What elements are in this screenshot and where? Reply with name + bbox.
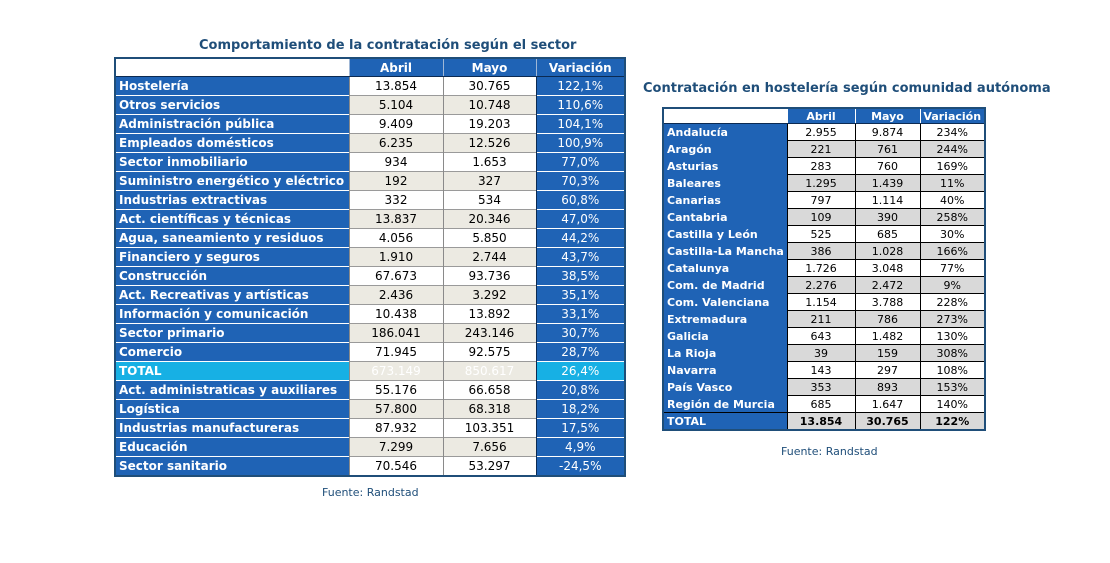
cell-abril: 1.726 [787, 260, 855, 277]
cell-variacion: 77,0% [536, 153, 625, 172]
table-row [115, 210, 625, 229]
row-label: Educación [115, 438, 349, 457]
sector-table-source: Fuente: Randstad [322, 486, 419, 499]
cell-mayo: 3.788 [855, 294, 920, 311]
cell-abril: 71.945 [349, 343, 443, 362]
cell-abril: 186.041 [349, 324, 443, 343]
header-abril: Abril [349, 58, 443, 77]
cell-variacion: 43,7% [536, 248, 625, 267]
cell-mayo: 53.297 [443, 457, 536, 477]
sector-table [114, 57, 626, 477]
cell-mayo: 66.658 [443, 381, 536, 400]
row-label: Andalucía [663, 124, 787, 141]
cell-mayo: 534 [443, 191, 536, 210]
row-label: Castilla y León [663, 226, 787, 243]
cell-abril: 87.932 [349, 419, 443, 438]
cell-variacion: 20,8% [536, 381, 625, 400]
cell-abril: 1.295 [787, 175, 855, 192]
table-row [663, 243, 985, 260]
table-row [663, 158, 985, 175]
row-label: Construcción [115, 267, 349, 286]
row-label: Galicia [663, 328, 787, 345]
cell-abril: 192 [349, 172, 443, 191]
row-label: Baleares [663, 175, 787, 192]
cell-abril: 70.546 [349, 457, 443, 477]
cell-mayo: 1.653 [443, 153, 536, 172]
cell-abril: 143 [787, 362, 855, 379]
community-table-header [663, 108, 985, 124]
row-label: Financiero y seguros [115, 248, 349, 267]
cell-mayo: 1.439 [855, 175, 920, 192]
cell-variacion: 140% [920, 396, 985, 413]
row-label: Industrias extractivas [115, 191, 349, 210]
table-row [115, 286, 625, 305]
cell-mayo: 297 [855, 362, 920, 379]
table-row [663, 294, 985, 311]
cell-abril: 2.436 [349, 286, 443, 305]
cell-mayo: 93.736 [443, 267, 536, 286]
cell-mayo: 760 [855, 158, 920, 175]
cell-variacion: 110,6% [536, 96, 625, 115]
cell-mayo: 3.292 [443, 286, 536, 305]
total-row [663, 413, 985, 431]
cell-mayo: 786 [855, 311, 920, 328]
community-table [662, 107, 986, 431]
row-label: Sector inmobiliario [115, 153, 349, 172]
table-row [115, 419, 625, 438]
cell-variacion: 122% [920, 413, 985, 431]
cell-variacion: 17,5% [536, 419, 625, 438]
cell-abril: 934 [349, 153, 443, 172]
cell-abril: 685 [787, 396, 855, 413]
cell-abril: 525 [787, 226, 855, 243]
table-row [663, 396, 985, 413]
table-row [115, 305, 625, 324]
row-label: Administración pública [115, 115, 349, 134]
cell-mayo: 327 [443, 172, 536, 191]
row-label: País Vasco [663, 379, 787, 396]
header-blank [663, 108, 787, 124]
cell-mayo: 761 [855, 141, 920, 158]
cell-mayo: 30.765 [443, 77, 536, 96]
table-row [663, 192, 985, 209]
table-row [663, 141, 985, 158]
cell-abril: 283 [787, 158, 855, 175]
cell-variacion: 273% [920, 311, 985, 328]
row-label: Suministro energético y eléctrico [115, 172, 349, 191]
cell-abril: 9.409 [349, 115, 443, 134]
cell-variacion: 244% [920, 141, 985, 158]
cell-mayo: 685 [855, 226, 920, 243]
cell-mayo: 1.028 [855, 243, 920, 260]
table-row [115, 172, 625, 191]
cell-mayo: 19.203 [443, 115, 536, 134]
cell-mayo: 2.472 [855, 277, 920, 294]
row-label: TOTAL [115, 362, 349, 381]
cell-variacion: 70,3% [536, 172, 625, 191]
table-row [115, 400, 625, 419]
header-mayo: Mayo [855, 108, 920, 124]
cell-abril: 6.235 [349, 134, 443, 153]
cell-mayo: 1.114 [855, 192, 920, 209]
cell-abril: 39 [787, 345, 855, 362]
cell-variacion: 122,1% [536, 77, 625, 96]
row-label: Sector primario [115, 324, 349, 343]
cell-abril: 13.854 [349, 77, 443, 96]
cell-variacion: 33,1% [536, 305, 625, 324]
row-label: TOTAL [663, 413, 787, 431]
table-row [663, 277, 985, 294]
table-row [115, 96, 625, 115]
table-row [115, 153, 625, 172]
table-row [115, 438, 625, 457]
cell-mayo: 390 [855, 209, 920, 226]
cell-mayo: 7.656 [443, 438, 536, 457]
cell-variacion: 234% [920, 124, 985, 141]
cell-mayo: 1.647 [855, 396, 920, 413]
header-mayo: Mayo [443, 58, 536, 77]
table-row [115, 343, 625, 362]
table-row [663, 175, 985, 192]
header-variacion: Variación [536, 58, 625, 77]
row-label: Información y comunicación [115, 305, 349, 324]
cell-variacion: 77% [920, 260, 985, 277]
cell-abril: 4.056 [349, 229, 443, 248]
header-blank [115, 58, 349, 77]
cell-abril: 1.910 [349, 248, 443, 267]
cell-mayo: 13.892 [443, 305, 536, 324]
cell-abril: 1.154 [787, 294, 855, 311]
row-label: Extremadura [663, 311, 787, 328]
row-label: Industrias manufactureras [115, 419, 349, 438]
table-row [663, 260, 985, 277]
table-row [115, 248, 625, 267]
total-row [115, 362, 625, 381]
cell-variacion: 38,5% [536, 267, 625, 286]
table-row [115, 267, 625, 286]
cell-abril: 211 [787, 311, 855, 328]
cell-variacion: 28,7% [536, 343, 625, 362]
row-label: Comercio [115, 343, 349, 362]
table-row [115, 115, 625, 134]
table-row [115, 191, 625, 210]
row-label: Asturias [663, 158, 787, 175]
cell-mayo: 103.351 [443, 419, 536, 438]
cell-abril: 10.438 [349, 305, 443, 324]
table-row [663, 311, 985, 328]
row-label: Otros servicios [115, 96, 349, 115]
cell-variacion: 11% [920, 175, 985, 192]
row-label: Com. Valenciana [663, 294, 787, 311]
cell-mayo: 893 [855, 379, 920, 396]
row-label: La Rioja [663, 345, 787, 362]
cell-variacion: 30,7% [536, 324, 625, 343]
table-row [115, 77, 625, 96]
row-label: Catalunya [663, 260, 787, 277]
cell-variacion: 9% [920, 277, 985, 294]
cell-variacion: 108% [920, 362, 985, 379]
cell-abril: 797 [787, 192, 855, 209]
row-label: Agua, saneamiento y residuos [115, 229, 349, 248]
cell-abril: 13.854 [787, 413, 855, 431]
cell-variacion: 166% [920, 243, 985, 260]
cell-mayo: 850.617 [443, 362, 536, 381]
cell-mayo: 3.048 [855, 260, 920, 277]
cell-variacion: 35,1% [536, 286, 625, 305]
cell-mayo: 68.318 [443, 400, 536, 419]
cell-abril: 57.800 [349, 400, 443, 419]
cell-variacion: 153% [920, 379, 985, 396]
cell-abril: 67.673 [349, 267, 443, 286]
cell-abril: 332 [349, 191, 443, 210]
row-label: Logística [115, 400, 349, 419]
row-label: Canarias [663, 192, 787, 209]
cell-abril: 673.149 [349, 362, 443, 381]
table-row [663, 379, 985, 396]
table-row [115, 324, 625, 343]
row-label: Región de Murcia [663, 396, 787, 413]
community-table-title: Contratación en hostelería según comunidad autónoma [643, 81, 1051, 96]
cell-variacion: 30% [920, 226, 985, 243]
cell-variacion: 169% [920, 158, 985, 175]
cell-abril: 221 [787, 141, 855, 158]
cell-variacion: 44,2% [536, 229, 625, 248]
cell-variacion: 47,0% [536, 210, 625, 229]
cell-variacion: 308% [920, 345, 985, 362]
sector-table-header [115, 58, 625, 77]
row-label: Cantabria [663, 209, 787, 226]
cell-mayo: 2.744 [443, 248, 536, 267]
row-label: Act. científicas y técnicas [115, 210, 349, 229]
cell-variacion: 26,4% [536, 362, 625, 381]
sector-table-title: Comportamiento de la contratación según el sector [199, 38, 577, 53]
cell-mayo: 92.575 [443, 343, 536, 362]
row-label: Act. Recreativas y artísticas [115, 286, 349, 305]
cell-abril: 5.104 [349, 96, 443, 115]
cell-abril: 13.837 [349, 210, 443, 229]
community-table-source: Fuente: Randstad [781, 445, 878, 458]
cell-variacion: 258% [920, 209, 985, 226]
cell-mayo: 30.765 [855, 413, 920, 431]
row-label: Aragón [663, 141, 787, 158]
cell-abril: 2.955 [787, 124, 855, 141]
cell-variacion: 130% [920, 328, 985, 345]
cell-variacion: 104,1% [536, 115, 625, 134]
cell-abril: 643 [787, 328, 855, 345]
table-row [115, 457, 625, 477]
table-row [663, 124, 985, 141]
cell-variacion: 4,9% [536, 438, 625, 457]
cell-mayo: 20.346 [443, 210, 536, 229]
header-variacion: Variación [920, 108, 985, 124]
cell-variacion: 40% [920, 192, 985, 209]
cell-mayo: 9.874 [855, 124, 920, 141]
cell-variacion: -24,5% [536, 457, 625, 477]
table-row [115, 134, 625, 153]
cell-mayo: 159 [855, 345, 920, 362]
cell-mayo: 5.850 [443, 229, 536, 248]
table-row [663, 226, 985, 243]
cell-abril: 2.276 [787, 277, 855, 294]
cell-variacion: 60,8% [536, 191, 625, 210]
cell-variacion: 228% [920, 294, 985, 311]
row-label: Empleados domésticos [115, 134, 349, 153]
cell-mayo: 10.748 [443, 96, 536, 115]
table-row [663, 328, 985, 345]
table-row [115, 381, 625, 400]
row-label: Castilla-La Mancha [663, 243, 787, 260]
row-label: Navarra [663, 362, 787, 379]
row-label: Act. administraticas y auxiliares [115, 381, 349, 400]
cell-abril: 353 [787, 379, 855, 396]
row-label: Com. de Madrid [663, 277, 787, 294]
cell-variacion: 100,9% [536, 134, 625, 153]
table-row [663, 209, 985, 226]
cell-mayo: 12.526 [443, 134, 536, 153]
cell-mayo: 1.482 [855, 328, 920, 345]
cell-abril: 386 [787, 243, 855, 260]
table-row [663, 345, 985, 362]
row-label: Hostelería [115, 77, 349, 96]
cell-mayo: 243.146 [443, 324, 536, 343]
cell-abril: 7.299 [349, 438, 443, 457]
cell-abril: 109 [787, 209, 855, 226]
cell-abril: 55.176 [349, 381, 443, 400]
cell-variacion: 18,2% [536, 400, 625, 419]
table-row [663, 362, 985, 379]
table-row [115, 229, 625, 248]
row-label: Sector sanitario [115, 457, 349, 477]
header-abril: Abril [787, 108, 855, 124]
